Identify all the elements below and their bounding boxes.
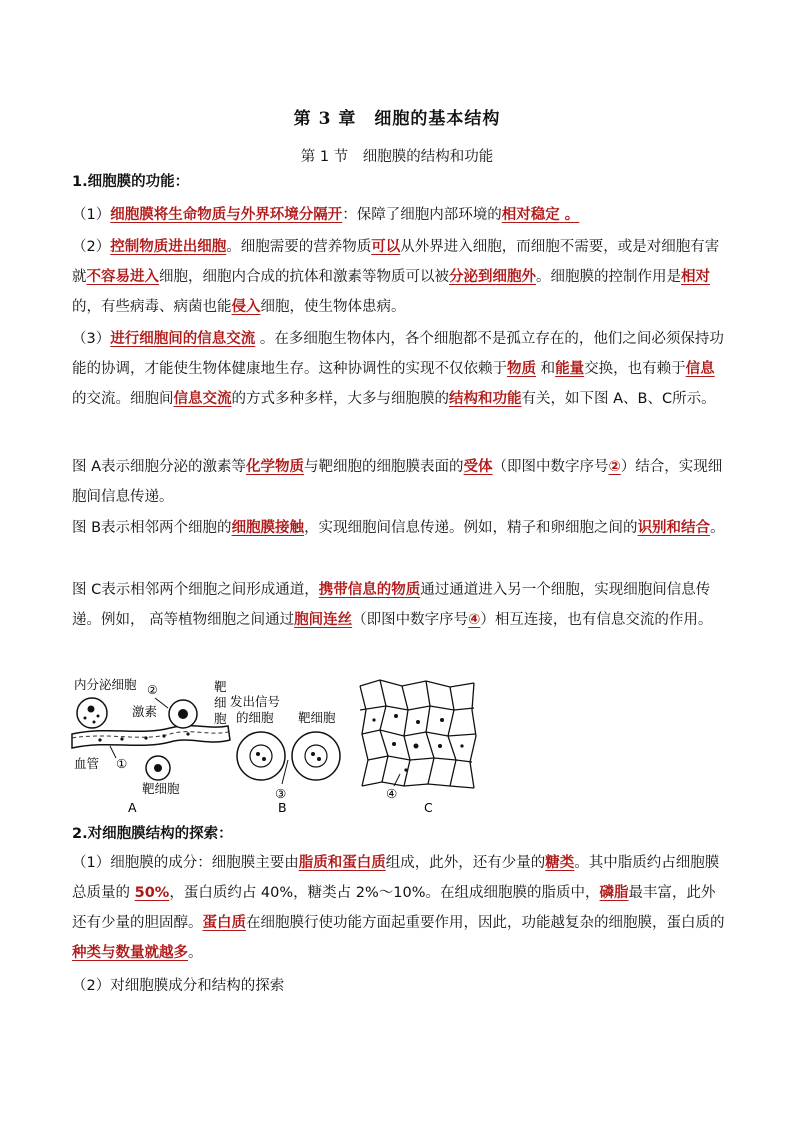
- key-term: 进行细胞间的信息交流: [110, 331, 256, 347]
- text: （1）: [72, 207, 111, 223]
- text: 细胞，细胞内合成的抗体和激素等物质可以被: [159, 269, 449, 285]
- panel-b: [230, 694, 340, 815]
- section-1-heading: 1.细胞膜的功能：: [72, 174, 190, 190]
- label-target-cell: 靶细胞: [142, 781, 180, 796]
- key-term: 控制物质进出细胞: [110, 239, 227, 255]
- text: （即图中数字序号: [352, 612, 469, 628]
- key-term: 相对: [681, 269, 710, 285]
- text: 。细胞膜的控制作用是: [536, 269, 681, 285]
- label-hormone: 激素: [132, 704, 158, 719]
- text: 。细胞需要的营养物质: [226, 239, 372, 255]
- section-2-heading: 2.对细胞膜结构的探索：: [72, 826, 233, 842]
- text: （2）: [72, 239, 111, 255]
- key-term: 识别和结合: [637, 520, 711, 536]
- key-term: 侵入: [231, 299, 261, 315]
- label-target-cell-b: 靶细胞: [298, 710, 336, 725]
- secretory-cell-shape: [77, 698, 107, 728]
- text: ，实现细胞间信息传递。例如，精子和卵细胞之间的: [304, 520, 638, 536]
- section-title: 第 1 节 细胞膜的结构和功能: [300, 149, 494, 165]
- s1-paragraph-2: [72, 232, 726, 322]
- label-target-vertical-1: 靶: [214, 679, 227, 694]
- label-target-vertical-2: 细: [214, 695, 227, 710]
- key-term: 可以: [371, 239, 401, 255]
- label-num-1: ①: [116, 756, 128, 771]
- label-sender-line-1: 发出信号: [230, 694, 281, 709]
- key-term: 化学物质: [246, 459, 305, 475]
- text: ）相互连接，也有信息交流的作用。: [480, 612, 713, 628]
- key-term: 结构和功能: [449, 391, 522, 407]
- s1-paragraph-6: [72, 575, 726, 635]
- text: （即图中数字序号: [492, 459, 609, 475]
- label-num-2: ②: [147, 683, 158, 697]
- key-term: 50%: [134, 885, 170, 901]
- text: ）结合，实现细胞间信息传递。: [72, 459, 723, 505]
- key-term: 信息: [685, 361, 715, 377]
- text: 通过通道进入另一个细胞，实现细胞间信息传递。例如， 高等植物细胞之间通过: [72, 582, 711, 628]
- label-blood-vessel: 血管: [74, 756, 100, 771]
- label-sender-line-2: 的细胞: [236, 710, 274, 725]
- text: 组成，此外，还有少量的: [385, 855, 546, 871]
- panel-c: [358, 680, 476, 815]
- label-target-vertical-3: 胞: [214, 711, 227, 726]
- text: 。: [710, 520, 725, 536]
- label-secretory-cell: 内分泌细胞: [74, 677, 137, 692]
- key-term: 糖类: [545, 855, 575, 871]
- text: （1）细胞膜的成分：细胞膜主要由: [72, 855, 299, 871]
- text: 和: [536, 361, 556, 377]
- key-term: 信息交流: [173, 391, 232, 407]
- key-term: 受体: [463, 459, 493, 475]
- text: 在细胞膜行使功能方面起重要作用，因此，功能越复杂的细胞膜，蛋白质的: [246, 915, 725, 931]
- s1-paragraph-1: [72, 200, 726, 230]
- text: 最丰富，此外还有少量的胆固醇。: [72, 885, 716, 931]
- text: ：保障了细胞内部环境的: [342, 207, 502, 223]
- text: 。: [188, 945, 203, 961]
- text: 图 A表示细胞分泌的激素等: [72, 459, 247, 475]
- chapter-title: 第 3 章 细胞的基本结构: [293, 109, 501, 129]
- caption-b: B: [278, 800, 287, 815]
- key-term: ④: [468, 612, 481, 628]
- key-term: 物质: [507, 361, 536, 377]
- key-term: 细胞膜接触: [231, 520, 305, 536]
- key-term: 磷脂: [599, 885, 629, 901]
- caption-c: C: [424, 800, 433, 815]
- secretory-nucleus: [88, 706, 95, 713]
- text: 图 B表示相邻两个细胞的: [72, 520, 232, 536]
- blank: 。: [559, 207, 580, 223]
- panel-a: [72, 677, 230, 815]
- text: 的交流。细胞间: [72, 391, 174, 407]
- text: 有关，如下图 A、B、C所示。: [521, 391, 716, 407]
- label-num-3: ③: [275, 786, 287, 801]
- key-term: 细胞膜将生命物质与外界环境分隔开: [110, 207, 343, 223]
- key-term: 相对稳定: [501, 207, 560, 223]
- s1-paragraph-3: [72, 324, 726, 414]
- s2-paragraph-2: （2）对细胞膜成分和结构的探索: [72, 978, 285, 994]
- text: 与靶细胞的细胞膜表面的: [304, 459, 464, 475]
- text: 从外界进入细胞，而细胞不需要，或是对细胞有害就: [72, 239, 720, 285]
- cell-communication-figure: [70, 676, 480, 816]
- s1-paragraph-5: [72, 513, 726, 543]
- s2-paragraph-1: [72, 848, 726, 968]
- text: 细胞，使生物体患病。: [260, 299, 406, 315]
- text: ，蛋白质约占 40%，糖类占 2%～10%。在组成细胞膜的脂质中，: [169, 885, 600, 901]
- key-term: ②: [608, 459, 621, 475]
- text: 的，有些病毒、病菌也能: [72, 299, 232, 315]
- key-term: 能量: [555, 361, 585, 377]
- key-term: 携带信息的物质: [318, 582, 421, 598]
- key-term: 胞间连丝: [294, 612, 353, 628]
- key-term: 蛋白质: [202, 915, 246, 931]
- text: 。其中脂质约占细胞膜总质量的: [72, 855, 720, 901]
- label-num-4: ④: [386, 786, 398, 801]
- key-term: 分泌到细胞外: [449, 269, 536, 285]
- s1-paragraph-4: [72, 452, 726, 512]
- caption-a: A: [128, 800, 137, 815]
- text: 图 C表示相邻两个细胞之间形成通道，: [72, 582, 319, 598]
- key-term: 种类与数量就越多: [72, 945, 188, 961]
- text: 交换，也有赖于: [584, 361, 686, 377]
- text: （3）: [72, 331, 111, 347]
- text: 。在多细胞生物体内，各个细胞都不是孤立存在的，他们之间必须保持功能的协调，才能使生物体健康地生存。这种协调性的实现不仅依赖于: [72, 331, 724, 377]
- key-term: 脂质和蛋白质: [298, 855, 386, 871]
- text: 的方式多种多样，大多与细胞膜的: [231, 391, 449, 407]
- key-term: 不容易进入: [86, 269, 159, 285]
